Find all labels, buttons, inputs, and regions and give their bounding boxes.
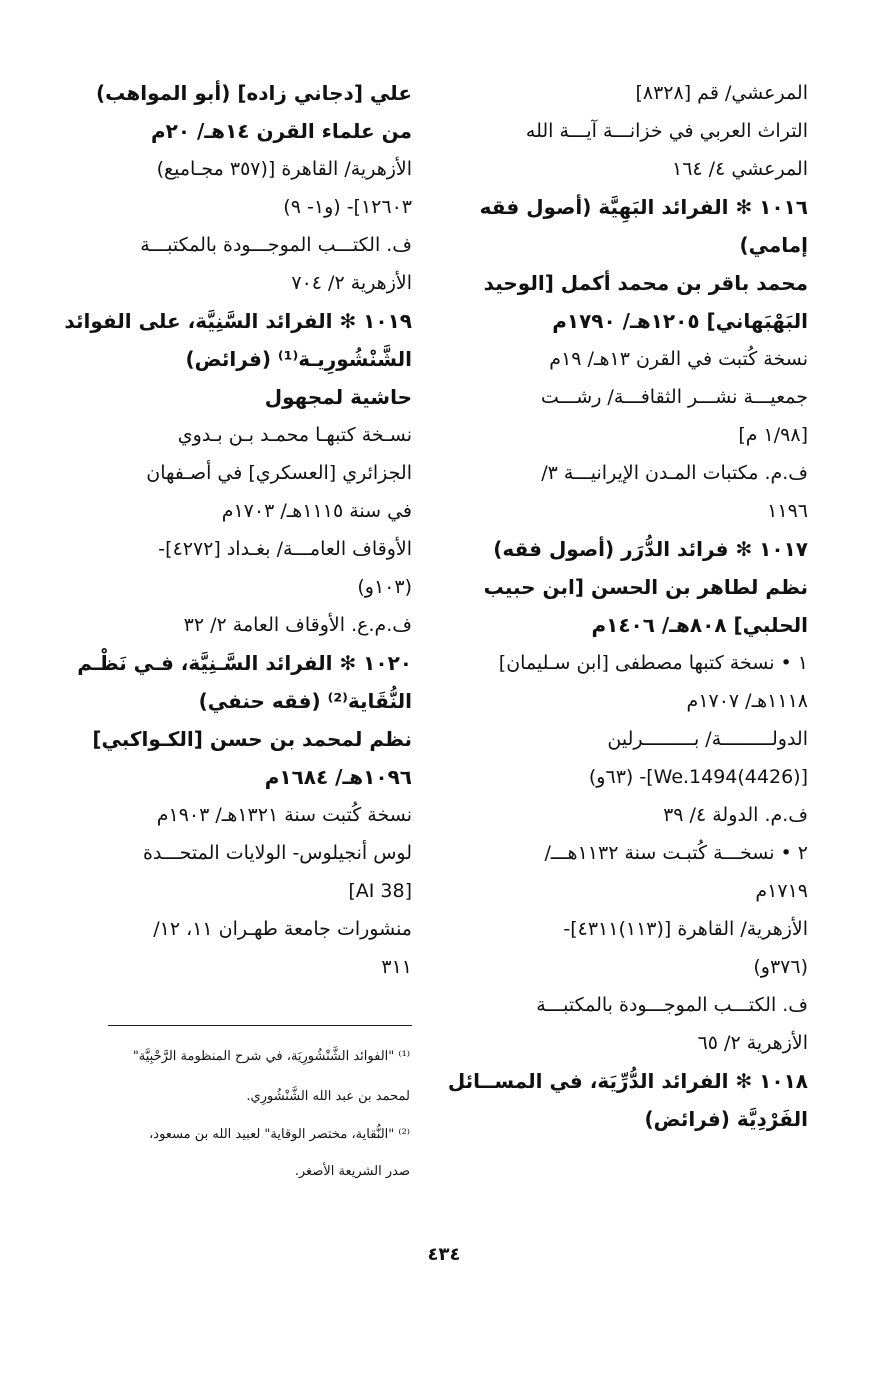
right-column-line: ٢ • نسخـــة كُتبـت سنة ١١٣٢هـــ/ bbox=[544, 842, 808, 864]
right-column-line: إمامي) bbox=[739, 233, 808, 257]
right-column-line: [We.1494(4426)]- (٦٣و) bbox=[588, 766, 808, 788]
left-column-line: الأزهرية ٢/ ٧٠٤ bbox=[291, 272, 412, 294]
right-column-line: المرعشي ٤/ ١٦٤ bbox=[672, 158, 808, 180]
right-column bbox=[447, 74, 808, 1138]
right-column-line: ١ • نسخة كتبها مصطفى [ابن سـليمان] bbox=[498, 652, 808, 674]
footnote-2-line-2: صدر الشريعة الأصغر. bbox=[294, 1164, 410, 1179]
right-column-line: محمد باقر بن محمد أكمل [الوحيد bbox=[483, 271, 808, 295]
left-column-line: ف.م.ع. الأوقاف العامة ٢/ ٣٢ bbox=[183, 614, 412, 636]
left-column-line: لوس أنجيلوس- الولايات المتحـــدة bbox=[143, 842, 412, 864]
left-column-line: حاشية لمجهول bbox=[264, 385, 412, 409]
right-column-line: الدولـــــــــة/ بـــــــــرلين bbox=[607, 728, 808, 750]
right-column-line: البَهْبَهاني] ١٢٠٥هـ/ ١٧٩٠م bbox=[552, 309, 808, 333]
right-column-line: ١٠١٨ ✻ الفرائد الدُّرِّيَة، في المســائل bbox=[447, 1069, 808, 1093]
left-column-line: منشورات جامعة طهـران ١١، ١٢/ bbox=[153, 918, 412, 940]
right-column-line: الفَرْدِيَّة (فرائض) bbox=[644, 1107, 808, 1131]
left-column-line: ١٠٩٦هـ/ ١٦٨٤م bbox=[264, 765, 412, 789]
left-column-line: ف. الكتـــب الموجـــودة بالمكتبـــة bbox=[140, 234, 412, 256]
right-column-line: ١١١٨هـ/ ١٧٠٧م bbox=[686, 690, 808, 712]
left-column bbox=[64, 74, 412, 986]
footnote-rule bbox=[108, 1025, 412, 1026]
right-column-line: الحلبي] ٨٠٨هـ/ ١٤٠٦م bbox=[591, 613, 808, 637]
right-column-line: نظم لطاهر بن الحسن [ابن حبيب bbox=[483, 575, 808, 599]
right-column-line: ف. الكتـــب الموجـــودة بالمكتبـــة bbox=[536, 994, 808, 1016]
right-column-line: ف.م. مكتبات المـدن الإيرانيـــة ٣/ bbox=[541, 462, 808, 484]
right-column-line: (٣٧٦و) bbox=[753, 956, 808, 978]
left-column-line: الأوقاف العامـــة/ بغـداد [٤٢٧٢]- bbox=[158, 538, 412, 560]
left-column-line: نظم لمحمد بن حسن [الكـواكبي] bbox=[92, 727, 412, 751]
right-column-line: ١٠١٦ ✻ الفرائد البَهِيَّة (أصول فقه bbox=[479, 195, 808, 219]
right-column-line: الأزهرية ٢/ ٦٥ bbox=[697, 1032, 808, 1054]
footnote-1-line-2: لمحمد بن عبد الله الشَّنْشُورِي. bbox=[246, 1089, 410, 1104]
left-column-line: ٣١١ bbox=[381, 956, 412, 978]
left-column-line: (١٠٣و) bbox=[357, 576, 412, 598]
left-column-line: ١٠٢٠ ✻ الفرائد السَّـنِيَّة، فـي نَظْـم bbox=[77, 651, 412, 675]
left-column-line: علي [دجاني زاده] (أبو المواهب) bbox=[96, 81, 412, 105]
right-column-line: ١٧١٩م bbox=[755, 880, 808, 902]
left-column-line: في سنة ١١١٥هـ/ ١٧٠٣م bbox=[221, 500, 412, 522]
right-column-line: نسخة كُتبت في القرن ١٣هـ/ ١٩م bbox=[549, 348, 808, 370]
left-column-line: النُّقَاية⁽²⁾ (فقه حنفي) bbox=[198, 689, 412, 713]
footnote-2-line-1: ⁽²⁾ "النُّقاية، مختصر الوقاية" لعبيد الله بن مسعود، bbox=[149, 1127, 410, 1142]
left-column-line: نسخة كُتبت سنة ١٣٢١هـ/ ١٩٠٣م bbox=[156, 804, 412, 826]
left-column-line: الجزائري [العسكري] في أصـفهان bbox=[146, 462, 412, 484]
left-column-line: [AI 38] bbox=[348, 880, 412, 902]
right-column-line: [١/٩٨ م] bbox=[738, 424, 808, 446]
right-column-line: ١٠١٧ ✻ فرائد الدُّرَر (أصول فقه) bbox=[493, 537, 808, 561]
left-column-line: الأزهرية/ القاهرة [(٣٥٧ مجـاميع) bbox=[156, 158, 412, 180]
right-column-line: ١١٩٦ bbox=[767, 500, 808, 522]
page-number: ٤٣٤ bbox=[427, 1244, 461, 1265]
left-column-line: ١٠١٩ ✻ الفرائد السَّنِيَّة، على الفوائد bbox=[64, 309, 412, 333]
right-column-line: التراث العربي في خزانـــة آيـــة الله bbox=[525, 120, 808, 142]
left-column-line: ١٢٦٠٣]- (و١- ٩) bbox=[283, 196, 412, 218]
left-column-line: الشَّنْشُورِيـة⁽¹⁾ (فرائض) bbox=[185, 347, 412, 371]
right-column-line: ف.م. الدولة ٤/ ٣٩ bbox=[663, 804, 808, 826]
right-column-line: المرعشي/ قم [٨٣٢٨] bbox=[635, 82, 808, 104]
footnote-1-line-1: ⁽¹⁾ "الفوائد الشَّنْشُورِيَة، في شرح المنظومة الرَّحْبِيَّة" bbox=[132, 1049, 410, 1064]
left-column-line: نسـخة كتبهـا محمـد بـن بـدوي bbox=[177, 424, 412, 446]
right-column-line: الأزهرية/ القاهرة [(١١٣)٤٣١١]- bbox=[563, 918, 808, 940]
right-column-line: جمعيـــة نشـــر الثقافـــة/ رشـــت bbox=[540, 386, 808, 408]
left-column-line: من علماء القرن ١٤هـ/ ٢٠م bbox=[150, 119, 412, 143]
